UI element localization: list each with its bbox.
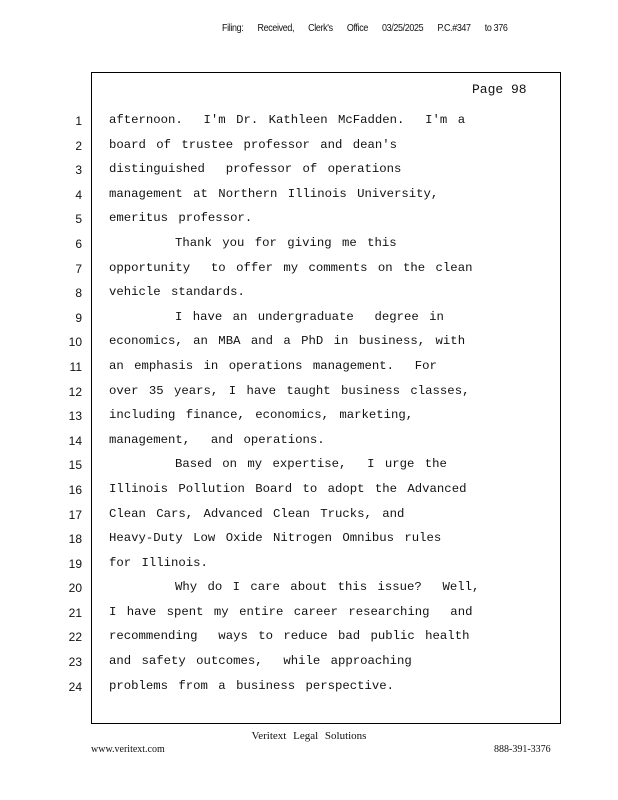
- line-text: management at Northern Illinois University,: [109, 186, 439, 201]
- line-text: including finance, economics, marketing,: [109, 408, 414, 423]
- transcript-line: [0, 331, 618, 356]
- received-label: Received,: [257, 22, 295, 34]
- line-number: 8: [75, 286, 82, 301]
- clerks-label: Clerk's: [308, 22, 333, 34]
- transcript-line: [0, 479, 618, 504]
- transcript-line: [0, 504, 618, 529]
- line-text: Clean Cars, Advanced Clean Trucks, and: [109, 506, 405, 521]
- line-text: I have spent my entire career researching and: [109, 604, 473, 619]
- transcript-line: [0, 626, 618, 651]
- line-text: afternoon. I'm Dr. Kathleen McFadden. I'm a: [109, 113, 466, 127]
- line-text: economics, an MBA and a PhD in business, with: [109, 334, 466, 349]
- transcript-line: [0, 184, 618, 209]
- line-number: 4: [75, 187, 82, 202]
- line-text: for Illinois.: [109, 555, 208, 570]
- line-text: problems from a business perspective.: [109, 678, 395, 693]
- transcript-lines: [0, 110, 618, 700]
- page-number: Page 98: [472, 82, 527, 97]
- transcript-line: [0, 381, 618, 406]
- transcript-line: [0, 651, 618, 676]
- line-number: 18: [68, 532, 82, 547]
- line-number: 13: [68, 409, 82, 424]
- transcript-line: [0, 159, 618, 184]
- line-text: distinguished professor of operations: [109, 162, 402, 177]
- filing-header: [222, 22, 519, 34]
- line-text: board of trustee professor and dean's: [109, 137, 398, 152]
- line-number: 14: [68, 433, 82, 448]
- line-number: 11: [69, 359, 82, 374]
- transcript-line: [0, 430, 618, 455]
- line-text: recommending ways to reduce bad public health: [109, 629, 470, 644]
- line-text: emeritus professor.: [109, 211, 253, 226]
- transcript-line: [0, 454, 618, 479]
- line-number: 7: [75, 261, 82, 276]
- transcript-line: [0, 356, 618, 381]
- transcript-line: [0, 676, 618, 701]
- transcript-line: [0, 208, 618, 233]
- footer-firm-name: Veritext Legal Solutions: [251, 730, 367, 742]
- pc-number: P.C.#347: [437, 22, 471, 34]
- line-number: 17: [68, 507, 82, 522]
- line-number: 1: [75, 114, 82, 128]
- line-text: vehicle standards.: [109, 285, 245, 300]
- line-text: Based on my expertise, I urge the: [175, 457, 447, 472]
- line-number: 24: [68, 679, 82, 694]
- line-number: 20: [68, 581, 82, 596]
- filing-date: 03/25/2025: [382, 22, 424, 34]
- pc-range: to 376: [484, 22, 508, 34]
- line-text: Thank you for giving me this: [175, 235, 397, 250]
- line-number: 16: [68, 482, 82, 497]
- line-text: opportunity to offer my comments on the clean: [109, 260, 473, 275]
- footer-website: www.veritext.com: [91, 744, 165, 755]
- transcript-line: [0, 405, 618, 430]
- line-number: 15: [68, 458, 82, 473]
- line-number: 19: [68, 556, 82, 571]
- office-label: Office: [346, 22, 368, 34]
- line-number: 6: [75, 236, 82, 251]
- line-text: I have an undergraduate degree in: [175, 309, 444, 324]
- line-text: and safety outcomes, while approaching: [109, 654, 412, 669]
- transcript-line: [0, 282, 618, 307]
- line-text: Illinois Pollution Board to adopt the Advanced: [109, 481, 467, 496]
- transcript-line: [0, 528, 618, 553]
- line-number: 22: [68, 630, 82, 645]
- transcript-line: [0, 233, 618, 258]
- line-number: 21: [68, 605, 82, 620]
- line-text: Why do I care about this issue? Well,: [175, 580, 480, 595]
- line-text: Heavy-Duty Low Oxide Nitrogen Omnibus rules: [109, 531, 442, 546]
- footer-phone: 888-391-3376: [494, 744, 551, 755]
- transcript-line: [0, 258, 618, 283]
- line-number: 5: [75, 212, 82, 227]
- line-number: 2: [75, 138, 82, 153]
- line-text: management, and operations.: [109, 432, 325, 447]
- transcript-line: [0, 602, 618, 627]
- line-number: 12: [68, 384, 82, 399]
- line-number: 10: [68, 335, 82, 350]
- transcript-line: [0, 307, 618, 332]
- transcript-line: [0, 553, 618, 578]
- line-number: 9: [75, 310, 82, 325]
- filing-label: Filing:: [222, 22, 244, 34]
- line-number: 23: [68, 655, 82, 670]
- line-text: an emphasis in operations management. For: [109, 358, 437, 373]
- line-number: 3: [75, 163, 82, 178]
- transcript-line: [0, 577, 618, 602]
- line-text: over 35 years, I have taught business classes,: [109, 383, 470, 398]
- transcript-line: [0, 110, 618, 135]
- transcript-line: [0, 135, 618, 160]
